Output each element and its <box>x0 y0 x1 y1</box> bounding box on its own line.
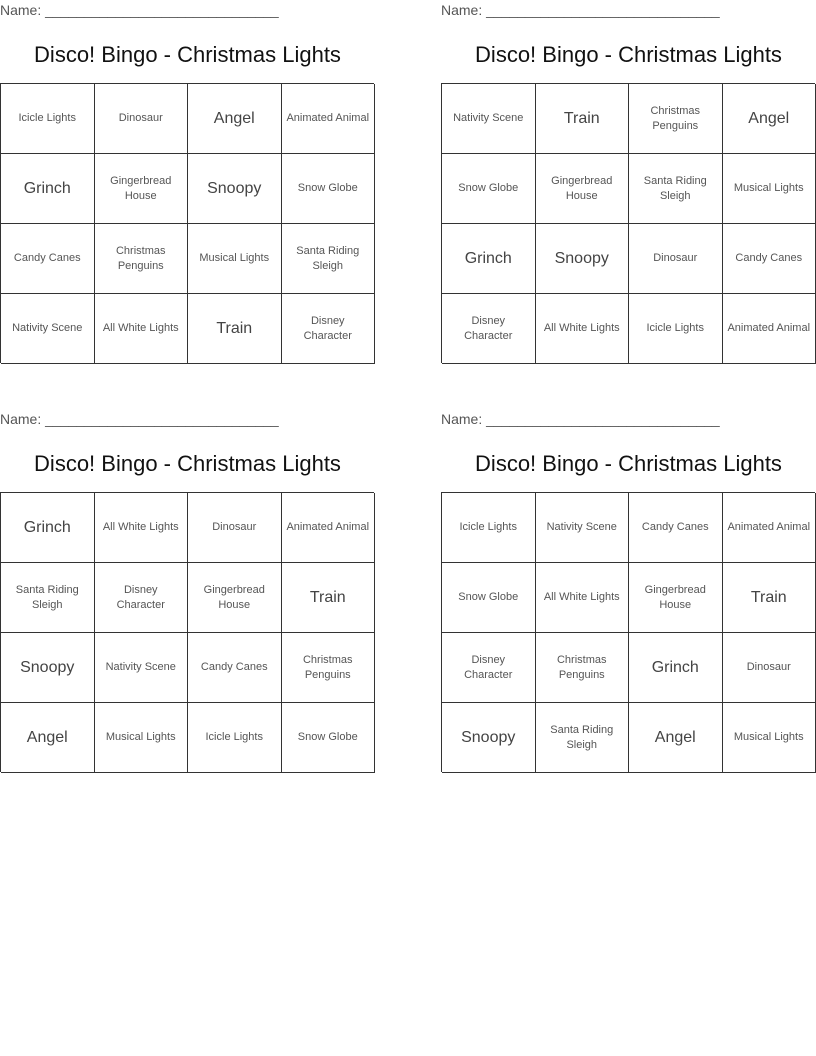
bingo-cell: Disney Character <box>95 563 189 633</box>
bingo-cell: Angel <box>1 703 95 773</box>
bingo-cell: Snoopy <box>536 224 630 294</box>
bingo-cell: Animated Animal <box>282 493 376 563</box>
bingo-cell: All White Lights <box>536 563 630 633</box>
bingo-cell: Angel <box>629 703 723 773</box>
bingo-cell: Nativity Scene <box>536 493 630 563</box>
bingo-cell: Santa Riding Sleigh <box>282 224 376 294</box>
bingo-cell: Dinosaur <box>723 633 816 703</box>
bingo-cell: Animated Animal <box>723 294 816 364</box>
bingo-cell: Snoopy <box>442 703 536 773</box>
bingo-cell: Candy Canes <box>1 224 95 294</box>
bingo-cell: All White Lights <box>95 493 189 563</box>
bingo-cell: Candy Canes <box>723 224 816 294</box>
name-field[interactable]: Name: ______________________________ <box>0 411 279 427</box>
name-field[interactable]: Name: ______________________________ <box>441 411 720 427</box>
bingo-cell: Santa Riding Sleigh <box>1 563 95 633</box>
bingo-grid <box>0 83 374 363</box>
name-field[interactable]: Name: ______________________________ <box>441 2 720 18</box>
bingo-cell: Disney Character <box>282 294 376 364</box>
bingo-cell: Grinch <box>629 633 723 703</box>
bingo-cell: Animated Animal <box>282 84 376 154</box>
card-title: Disco! Bingo - Christmas Lights <box>475 42 782 67</box>
bingo-cell: Candy Canes <box>629 493 723 563</box>
bingo-cell: Train <box>282 563 376 633</box>
bingo-cell: Train <box>536 84 630 154</box>
bingo-grid <box>0 492 374 772</box>
bingo-cell: Icicle Lights <box>188 703 282 773</box>
bingo-cell: Grinch <box>442 224 536 294</box>
bingo-cell: Musical Lights <box>95 703 189 773</box>
bingo-cell: Santa Riding Sleigh <box>536 703 630 773</box>
bingo-cell: Icicle Lights <box>1 84 95 154</box>
card-title: Disco! Bingo - Christmas Lights <box>34 42 341 67</box>
bingo-cell: Christmas Penguins <box>536 633 630 703</box>
bingo-cell: Snow Globe <box>282 703 376 773</box>
bingo-cell: Gingerbread House <box>629 563 723 633</box>
name-field[interactable]: Name: ______________________________ <box>0 2 279 18</box>
card-title: Disco! Bingo - Christmas Lights <box>34 451 341 476</box>
bingo-cell: Grinch <box>1 493 95 563</box>
bingo-cell: Nativity Scene <box>442 84 536 154</box>
bingo-cell: Santa Riding Sleigh <box>629 154 723 224</box>
bingo-cell: Disney Character <box>442 633 536 703</box>
bingo-cell: Angel <box>188 84 282 154</box>
card-title: Disco! Bingo - Christmas Lights <box>475 451 782 476</box>
bingo-cell: Gingerbread House <box>188 563 282 633</box>
bingo-cell: Grinch <box>1 154 95 224</box>
bingo-cell: Train <box>723 563 816 633</box>
bingo-cell: Christmas Penguins <box>282 633 376 703</box>
bingo-cell: Icicle Lights <box>442 493 536 563</box>
bingo-cell: Snoopy <box>188 154 282 224</box>
bingo-cell: Dinosaur <box>95 84 189 154</box>
bingo-cell: Angel <box>723 84 816 154</box>
bingo-cell: Musical Lights <box>723 703 816 773</box>
bingo-cell: Christmas Penguins <box>95 224 189 294</box>
bingo-cell: Musical Lights <box>723 154 816 224</box>
bingo-cell: Dinosaur <box>629 224 723 294</box>
bingo-cell: Train <box>188 294 282 364</box>
bingo-cell: Snoopy <box>1 633 95 703</box>
bingo-grid <box>441 83 815 363</box>
bingo-cell: Animated Animal <box>723 493 816 563</box>
bingo-cell: Icicle Lights <box>629 294 723 364</box>
bingo-cell: All White Lights <box>95 294 189 364</box>
bingo-grid <box>441 492 815 772</box>
bingo-cell: Disney Character <box>442 294 536 364</box>
bingo-cell: Nativity Scene <box>95 633 189 703</box>
bingo-cell: All White Lights <box>536 294 630 364</box>
bingo-cell: Gingerbread House <box>536 154 630 224</box>
bingo-cell: Snow Globe <box>442 154 536 224</box>
bingo-cell: Snow Globe <box>442 563 536 633</box>
bingo-cell: Snow Globe <box>282 154 376 224</box>
bingo-cell: Nativity Scene <box>1 294 95 364</box>
bingo-cell: Candy Canes <box>188 633 282 703</box>
bingo-cell: Gingerbread House <box>95 154 189 224</box>
bingo-cell: Musical Lights <box>188 224 282 294</box>
bingo-cell: Christmas Penguins <box>629 84 723 154</box>
bingo-cell: Dinosaur <box>188 493 282 563</box>
